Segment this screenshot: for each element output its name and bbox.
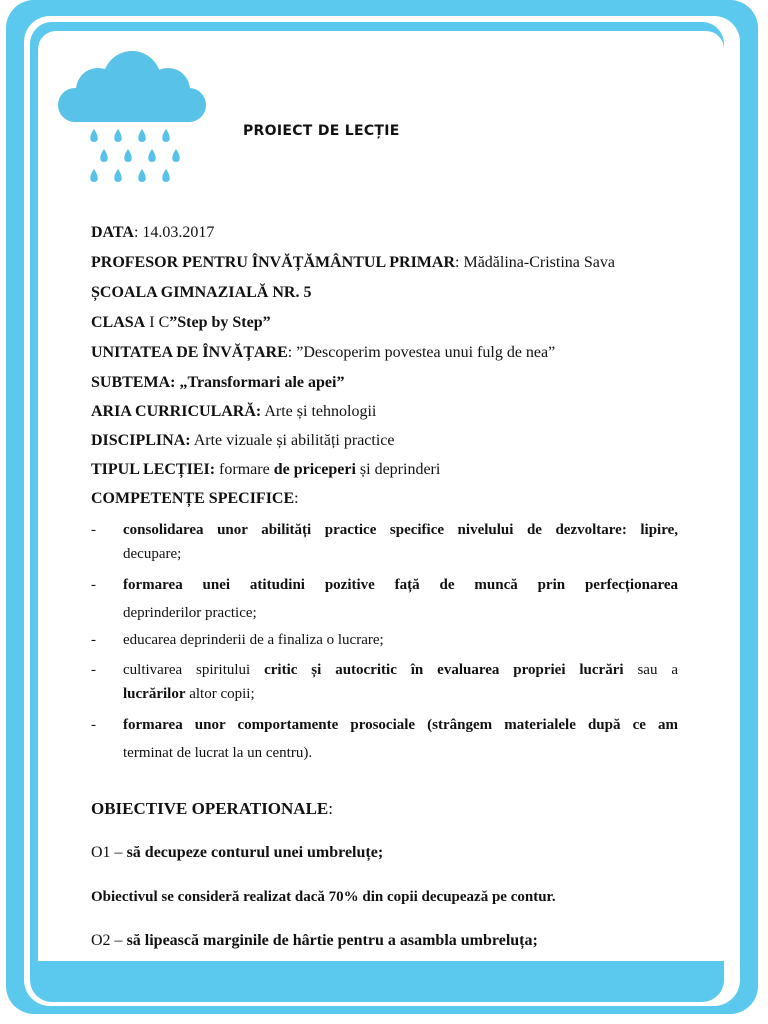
field-data <box>91 222 214 244</box>
field-value-bold: de priceperi <box>273 461 356 478</box>
field-label: SUBTEMA: <box>91 374 176 391</box>
section-label: COMPETENȚE SPECIFICE <box>91 490 295 507</box>
field-value: : Mădălina-Cristina Sava <box>455 254 615 271</box>
raindrop-icon <box>90 129 98 142</box>
field-subtema <box>91 372 344 394</box>
field-tipul <box>91 459 440 481</box>
raindrop-icon <box>90 169 98 182</box>
rain-cloud-icon <box>56 50 208 192</box>
field-label: DISCIPLINA: <box>91 432 191 449</box>
list-item: - cultivarea spiritului critic și autocritic în evaluarea propriei lucrări sau a lucrărilor altor copii; <box>91 662 678 702</box>
field-aria <box>91 401 376 423</box>
field-label: ARIA CURRICULARĂ: <box>91 403 262 420</box>
field-value: formare <box>215 461 274 478</box>
field-value: Arte vizuale și abilități practice <box>190 432 395 449</box>
section-label: OBIECTIVE OPERATIONALE <box>91 799 329 818</box>
field-value: Arte și tehnologii <box>261 403 377 420</box>
objective-o2: O2 – să lipească marginile de hârtie pentru a asambla umbreluța; <box>91 932 538 949</box>
field-label: UNITATEA DE ÎNVĂȚARE <box>91 344 288 361</box>
raindrop-icon <box>162 129 170 142</box>
section-obiective-title: OBIECTIVE OPERATIONALE: <box>91 799 333 818</box>
field-label: PROFESOR PENTRU ÎNVĂȚĂMÂNTUL PRIMAR <box>91 254 456 271</box>
list-item: - formarea unei atitudini pozitive față de muncă prin perfecționarea deprinderilor practice; <box>91 577 678 621</box>
raindrop-icon <box>100 149 108 162</box>
field-label: CLASA <box>91 314 146 331</box>
field-value: „Transformari ale apei” <box>175 374 345 391</box>
field-value: și deprinderi <box>355 461 441 478</box>
list-item: - consolidarea unor abilități practice specifice nivelului de dezvoltare: lipire, decupare; <box>91 522 678 562</box>
objective-criteria: Obiectivul se consideră realizat dacă 70% din copii decupează pe contur. <box>91 889 556 905</box>
field-clasa <box>91 312 271 334</box>
raindrop-icon <box>148 149 156 162</box>
section-competente-title: COMPETENȚE SPECIFICE: <box>91 490 299 507</box>
objective-o1: O1 – să decupeze conturul unei umbreluțe; <box>91 844 384 861</box>
field-value: : ”Descoperim povestea unui fulg de nea” <box>287 344 556 361</box>
raindrop-icon <box>162 169 170 182</box>
field-scoala: ȘCOALA GIMNAZIALĂ NR. 5 <box>91 284 312 301</box>
field-value: I C <box>145 314 170 331</box>
field-label: TIPUL LECȚIEI: <box>91 461 216 478</box>
list-item: - formarea unor comportamente prosociale (strângem materialele după ce am terminat de lucrat la un centru). <box>91 717 678 761</box>
field-disciplina <box>91 430 395 452</box>
field-profesor <box>91 252 615 274</box>
raindrop-icon <box>114 129 122 142</box>
page-title: PROIECT DE LECȚIE <box>243 123 400 139</box>
raindrop-icon <box>138 169 146 182</box>
raindrop-icon <box>172 149 180 162</box>
field-label: DATA <box>91 224 134 241</box>
field-value: : 14.03.2017 <box>133 224 215 241</box>
raindrop-icon <box>138 129 146 142</box>
field-unitate <box>91 342 555 364</box>
raindrop-icon <box>124 149 132 162</box>
raindrop-icon <box>114 169 122 182</box>
list-item: - educarea deprinderii de a finaliza o lucrare; <box>91 632 384 648</box>
field-value-bold: ”Step by Step” <box>169 314 271 331</box>
